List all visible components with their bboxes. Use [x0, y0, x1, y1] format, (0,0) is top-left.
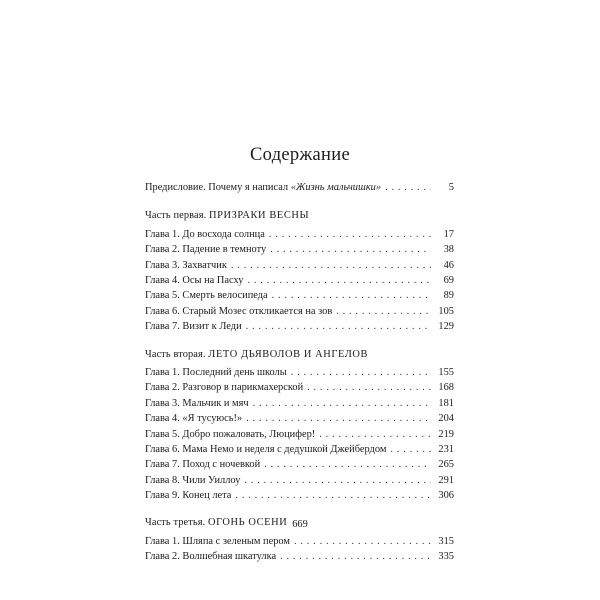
chapter-page-number: 129 — [438, 321, 454, 333]
chapter-page-number: 335 — [438, 551, 454, 563]
table-of-contents — [145, 180, 454, 577]
dot-leader — [336, 304, 431, 319]
dot-leader — [280, 549, 431, 564]
part-prefix: Часть третья. — [145, 517, 208, 529]
dot-leader — [269, 227, 431, 242]
toc-entry — [145, 411, 454, 426]
chapter-label: Глава 1. До восхода солнца — [145, 228, 265, 240]
chapter-label: Глава 1. Последний день школы — [145, 366, 287, 378]
toc-entry — [145, 319, 454, 334]
chapter-label: Глава 5. Смерть велосипеда — [145, 290, 268, 302]
dot-leader — [247, 273, 431, 288]
toc-entry — [145, 442, 454, 457]
toc-entry — [145, 273, 454, 288]
chapter-label: Глава 6. Мама Немо и неделя с дедушкой Джейбердом — [145, 443, 387, 455]
dot-leader — [246, 319, 431, 334]
dot-leader — [307, 380, 431, 395]
dot-leader — [244, 473, 431, 488]
dot-leader — [385, 180, 431, 195]
chapter-page-number: 168 — [438, 382, 454, 394]
toc-entry — [145, 288, 454, 303]
chapter-page-number: 181 — [438, 397, 454, 409]
chapter-page-number: 17 — [443, 228, 454, 240]
chapter-page-number: 204 — [438, 413, 454, 425]
chapter-label: Глава 4. Осы на Пасху — [145, 274, 244, 286]
chapter-page-number: 291 — [438, 474, 454, 486]
toc-entry — [145, 258, 454, 273]
dot-leader — [291, 365, 431, 380]
dot-leader — [319, 427, 431, 442]
chapter-label: Глава 7. Поход с ночевкой — [145, 459, 261, 471]
chapter-page-number: 231 — [438, 443, 454, 455]
dot-leader — [264, 457, 431, 472]
toc-entry — [145, 473, 454, 488]
dot-leader — [294, 534, 431, 549]
toc-entry — [145, 242, 454, 257]
toc-entry-preface — [145, 180, 454, 195]
toc-entry — [145, 457, 454, 472]
chapter-label: Глава 8. Чили Уиллоу — [145, 474, 241, 486]
chapter-label: Глава 5. Добро пожаловать, Люцифер! — [145, 428, 316, 440]
chapter-label: Глава 4. «Я тусуюсь!» — [145, 413, 243, 425]
preface-book-title: «Жизнь мальчишки» — [290, 182, 382, 193]
dot-leader — [253, 396, 431, 411]
page-title: Содержание — [250, 145, 350, 165]
chapter-page-number: 306 — [438, 490, 454, 502]
part-block-2 — [145, 347, 454, 504]
preface-label — [145, 180, 381, 195]
toc-entry — [145, 427, 454, 442]
chapter-label: Глава 6. Старый Мозес откликается на зов — [145, 305, 333, 317]
part-name: ЛЕТО ДЬЯВОЛОВ И АНГЕЛОВ — [208, 348, 369, 360]
chapter-page-number: 38 — [443, 244, 454, 256]
dot-leader — [270, 242, 431, 257]
chapter-page-number: 105 — [438, 305, 454, 317]
chapter-page-number: 46 — [443, 259, 454, 271]
toc-entry — [145, 365, 454, 380]
dot-leader — [246, 411, 431, 426]
chapter-page-number: 265 — [438, 459, 454, 471]
part-name: ПРИЗРАКИ ВЕСНЫ — [208, 210, 310, 222]
dot-leader — [235, 488, 431, 503]
toc-entry — [145, 549, 454, 564]
chapter-page-number: 155 — [438, 366, 454, 378]
chapter-label: Глава 2. Падение в темноту — [145, 244, 267, 256]
part-prefix: Часть вторая. — [145, 348, 209, 360]
part-heading-1 — [145, 208, 454, 223]
dot-leader — [390, 442, 431, 457]
toc-entry — [145, 304, 454, 319]
chapter-page-number: 219 — [438, 428, 454, 440]
chapter-label: Глава 9. Конец лета — [145, 490, 232, 502]
chapter-label: Глава 7. Визит к Леди — [145, 321, 242, 333]
chapter-page-number: 69 — [443, 274, 454, 286]
part-block-1 — [145, 208, 454, 334]
dot-leader — [272, 288, 431, 303]
chapter-label: Глава 2. Разговор в парикмахерской — [145, 382, 304, 394]
chapter-page-number: 89 — [443, 290, 454, 302]
toc-entry — [145, 534, 454, 549]
part-heading-2 — [145, 347, 454, 362]
toc-entry — [145, 380, 454, 395]
dot-leader — [231, 258, 431, 273]
chapter-page-number: 315 — [438, 535, 454, 547]
chapter-label: Глава 1. Шляпа с зеленым пером — [145, 535, 290, 547]
preface-prefix: Предисловие. Почему я написал — [145, 182, 291, 193]
part-name: ОГОНЬ ОСЕНИ — [207, 517, 288, 529]
toc-entry — [145, 488, 454, 503]
toc-entry — [145, 227, 454, 242]
chapter-label: Глава 3. Мальчик и мяч — [145, 397, 249, 409]
chapter-label: Глава 3. Захватчик — [145, 259, 227, 271]
preface-page-number: 5 — [448, 182, 454, 193]
toc-entry — [145, 396, 454, 411]
page-number: 669 — [292, 519, 308, 530]
chapter-label: Глава 2. Волшебная шкатулка — [145, 551, 277, 563]
part-prefix: Часть первая. — [145, 210, 209, 222]
